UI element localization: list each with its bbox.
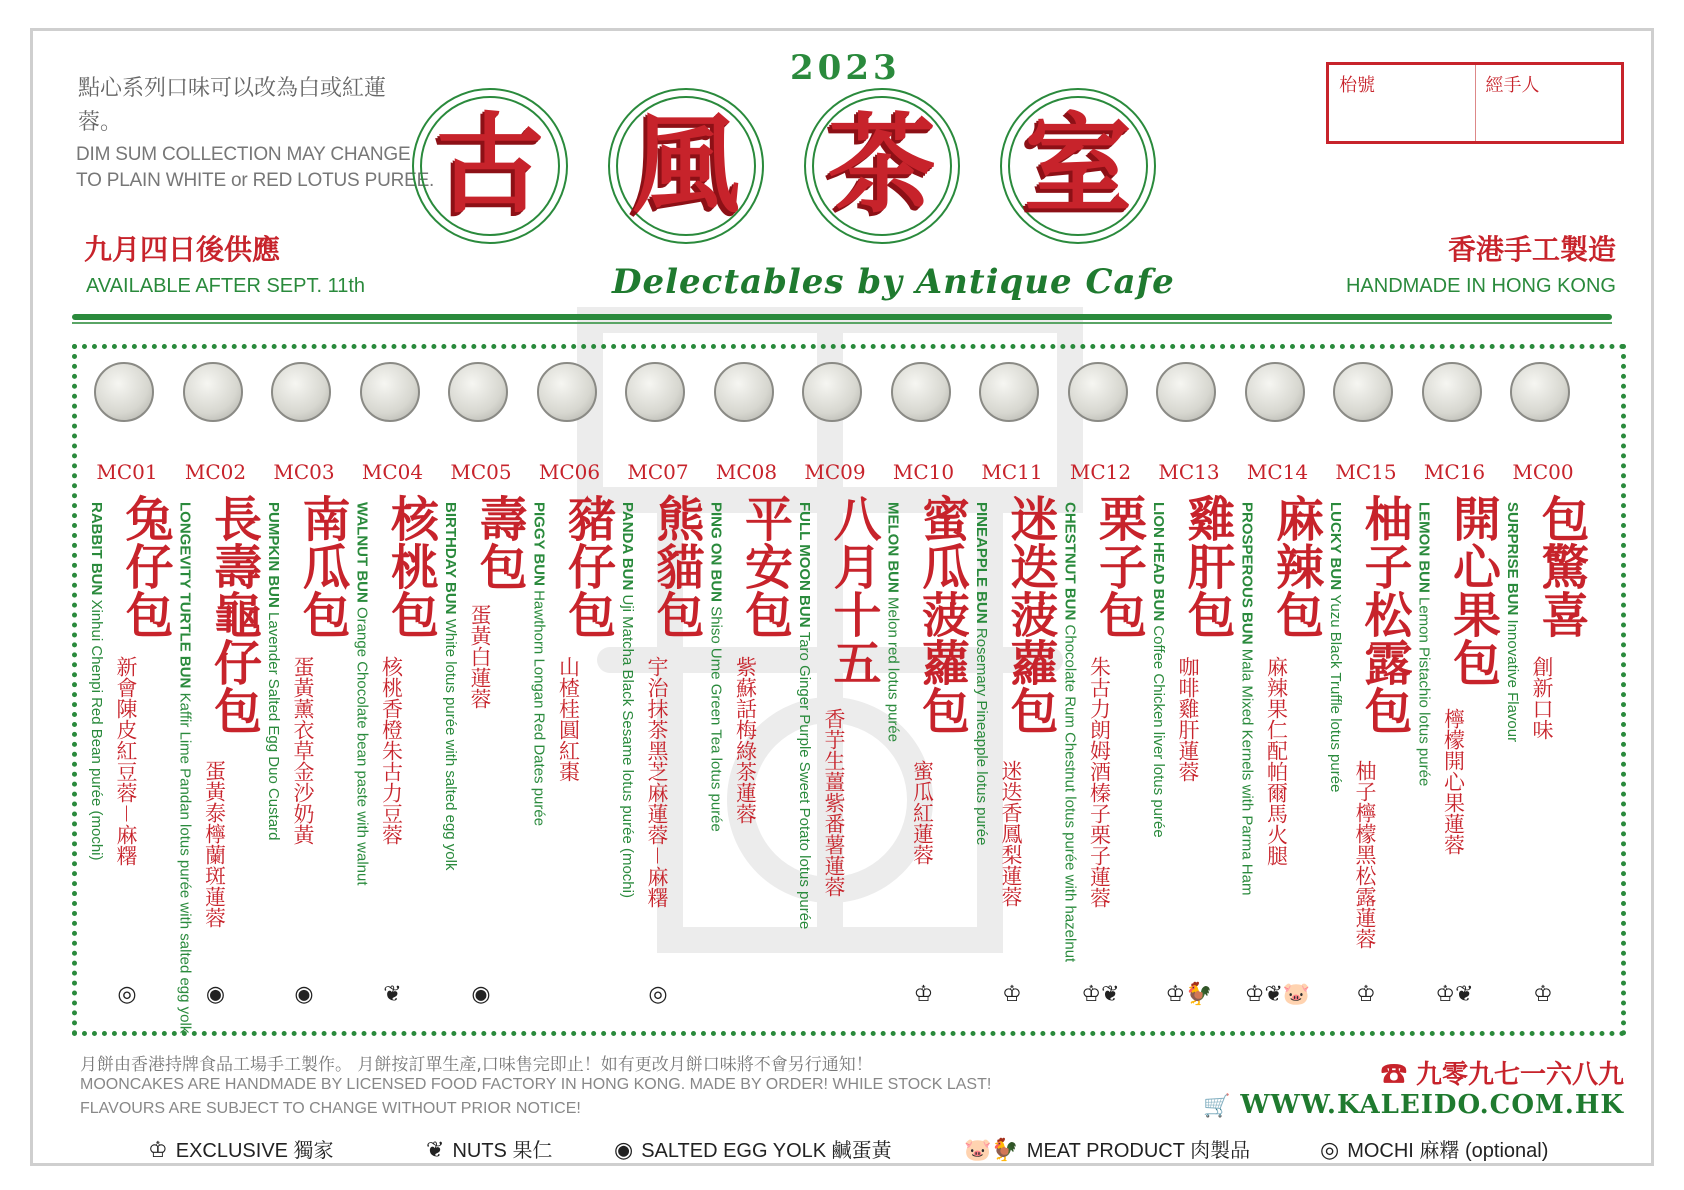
mochi-icon: ◎ (1320, 1137, 1340, 1162)
item-icons: ♔ (1002, 982, 1022, 1007)
legend-nuts (426, 1134, 552, 1163)
order-stamp-box (1326, 62, 1624, 144)
dim-sum-note-en (76, 142, 434, 194)
menu-item-mc15 (1321, 344, 1411, 1036)
bun-image (271, 362, 331, 422)
menu-item-mc01 (82, 344, 172, 1036)
item-english-name: LION HEAD BUN (1150, 502, 1167, 622)
item-chinese-name: 栗子包 (1090, 494, 1147, 638)
legend-exclusive (148, 1134, 334, 1163)
phone-number (1381, 1054, 1624, 1091)
item-code: MC13 (1158, 460, 1220, 484)
item-english-name: WALNUT BUN (353, 502, 371, 603)
item-english-desc: Rosemary Pineapple lotus purée (973, 627, 990, 846)
item-code: MC15 (1335, 460, 1397, 484)
item-english (1414, 502, 1434, 786)
item-english-desc: Xinhui Chenpi Red Bean purée (mochi) (88, 599, 105, 861)
item-english (883, 502, 903, 742)
handler-label: 經手人 (1485, 75, 1540, 96)
dim-sum-note-zh: 點心系列口味可以改為白或紅蓮蓉。 (78, 76, 387, 135)
item-code: MC01 (96, 460, 158, 484)
item-english-name: LEMON BUN (1415, 502, 1433, 593)
dim-sum-note-en-line2: TO PLAIN WHITE or RED LOTUS PUREE. (76, 170, 435, 191)
item-code: MC10 (892, 460, 955, 484)
bun-image (1245, 362, 1305, 422)
menu-item-mc12 (1056, 344, 1146, 1036)
legend-meat (964, 1134, 1250, 1163)
item-english-name: BIRTHDAY BUN (442, 502, 459, 615)
item-english (263, 502, 283, 841)
item-english (175, 502, 195, 1033)
menu-item-mc11 (967, 344, 1057, 1036)
legend-exclusive-label: EXCLUSIVE 獨家 (175, 1140, 334, 1162)
item-english (1502, 502, 1522, 742)
divider-line-thin (72, 322, 1612, 324)
item-code: MC05 (450, 460, 512, 484)
item-english (440, 502, 460, 871)
divider-line (72, 314, 1612, 320)
subtitle: Delectables by Antique Cafe (612, 262, 1175, 302)
item-code: MC00 (1512, 460, 1574, 484)
item-chinese-desc: 檸檬開心果蓮蓉 (1441, 708, 1466, 855)
item-icons: ◉ (471, 982, 491, 1007)
handmade-zh: 香港手工製造 (1447, 233, 1616, 266)
bun-image (1422, 362, 1482, 422)
item-english-name: PINEAPPLE BUN (973, 502, 990, 624)
item-icons: ♔🐓 (1165, 982, 1213, 1007)
item-english-name: SURPRISE BUN (1504, 502, 1521, 616)
item-chinese-desc: 蛋黃白蓮蓉 (468, 604, 492, 709)
item-chinese-desc: 蜜瓜紅蓮蓉 (910, 760, 935, 865)
year: 2023 (790, 48, 901, 88)
item-icons: ◉ (294, 982, 314, 1007)
menu-item-mc06 (525, 344, 615, 1036)
available-en: AVAILABLE AFTER SEPT. 11th (86, 275, 366, 297)
bun-image (802, 362, 862, 422)
item-chinese-name: 包驚喜 (1533, 494, 1589, 638)
item-chinese-name: 壽包 (471, 494, 527, 590)
item-chinese-name: 兔仔包 (117, 494, 173, 638)
website-text[interactable]: WWW.KALEIDO.COM.HK (1240, 1090, 1624, 1120)
footer-note-zh: 月餅由香港持牌食品工場手工製作。 月餅按訂單生產,口味售完即止！如有更改月餅口味將不會另行通知！ (80, 1055, 873, 1075)
item-english-name: PING ON BUN (707, 502, 725, 603)
table-number-label: 枱號 (1329, 65, 1476, 141)
title-char-4-circle (1000, 88, 1156, 244)
item-english (794, 502, 814, 929)
item-icons: ❦ (383, 982, 402, 1007)
legend-mochi-label: MOCHI 麻糬 (optional) (1347, 1140, 1549, 1162)
item-icons: ♔❦🐷 (1244, 982, 1311, 1007)
item-chinese-name: 柚子松露包 (1356, 494, 1412, 734)
phone-icon: ☎ (1380, 1060, 1416, 1090)
menu-item-mc14 (1233, 344, 1323, 1036)
title-char-2: 風 (631, 103, 740, 228)
peanut-icon: ❦ (426, 1137, 445, 1162)
item-chinese-name: 蜜瓜菠蘿包 (913, 494, 970, 734)
item-chinese-name: 雞肝包 (1179, 494, 1235, 638)
item-chinese-desc: 創新口味 (1530, 656, 1554, 740)
item-english-name: PANDA BUN (619, 502, 636, 591)
item-chinese-name: 長壽龜仔包 (205, 494, 262, 734)
item-english (1060, 502, 1080, 962)
item-chinese-name: 開心果包 (1444, 494, 1501, 686)
bun-image (537, 362, 597, 422)
menu-item-mc07 (613, 344, 703, 1036)
item-english-desc: Chocolate Rum Chestnut lotus purée with hazelnut (1061, 624, 1079, 963)
item-code: MC04 (361, 460, 424, 484)
item-english-desc: Melon red lotus purée (884, 597, 902, 743)
menu-item-mc08 (702, 344, 792, 1036)
item-chinese-desc: 麻辣果仁配帕爾馬火腿 (1264, 656, 1289, 866)
legend-egg-yolk-label: SALTED EGG YOLK 鹹蛋黃 (641, 1140, 892, 1162)
item-icons: ♔ (1533, 982, 1553, 1007)
bun-image (448, 362, 508, 422)
item-chinese-desc: 核桃香橙朱古力豆蓉 (379, 656, 404, 845)
menu-item-mc13 (1144, 344, 1234, 1036)
legend-nuts-label: NUTS 果仁 (452, 1140, 553, 1162)
legend-meat-label: MEAT PRODUCT 肉製品 (1026, 1140, 1251, 1162)
item-english-desc: Uji Matcha Black Sesame lotus purée (mochi) (619, 594, 636, 898)
item-icons: ♔❦ (1081, 982, 1120, 1007)
item-english (971, 502, 991, 845)
item-chinese-name: 核桃包 (382, 494, 439, 638)
item-chinese-desc: 柚子檸檬黑松露蓮蓉 (1353, 760, 1377, 949)
handmade-en: HANDMADE IN HONG KONG (1345, 275, 1616, 297)
bun-image (891, 362, 951, 422)
bun-image (979, 362, 1039, 422)
meat-icon: 🐷🐓 (964, 1137, 1019, 1162)
item-chinese-name: 南瓜包 (294, 494, 350, 638)
item-english-desc: Coffee Chicken liver lotus purée (1150, 625, 1167, 838)
item-english (1237, 502, 1257, 895)
bun-image (183, 362, 243, 422)
footer-note-en-2: FLAVOURS ARE SUBJECT TO CHANGE WITHOUT PRIOR NOTICE! (80, 1100, 581, 1117)
item-english (86, 502, 106, 860)
item-code: MC16 (1423, 460, 1486, 484)
item-chinese-desc: 紫蘇話梅綠茶蓮蓉 (733, 656, 758, 824)
item-english (617, 502, 637, 898)
item-chinese-desc: 宇治抹茶黑芝麻蓮蓉－麻糬 (645, 656, 669, 908)
bun-image (1510, 362, 1570, 422)
item-english-name: PIGGY BUN (530, 502, 548, 586)
egg-yolk-icon: ◉ (614, 1137, 634, 1162)
item-icons: ◎ (648, 982, 668, 1007)
menu-item-mc10 (879, 344, 969, 1036)
item-english-desc: Kaffir Lime Pandan lotus purée with salted egg yolk (176, 692, 194, 1034)
item-chinese-desc: 咖啡雞肝蓮蓉 (1176, 656, 1200, 782)
item-chinese-desc: 蛋黃薰衣草金沙奶黃 (291, 656, 315, 845)
bun-image (1156, 362, 1216, 422)
item-english (529, 502, 549, 826)
item-english-name: MELON BUN (884, 502, 902, 593)
item-chinese-desc: 朱古力朗姆酒榛子栗子蓮蓉 (1087, 656, 1112, 908)
menu-item-mc05 (436, 344, 526, 1036)
bun-image (714, 362, 774, 422)
item-icons: ◎ (117, 982, 137, 1007)
item-code: MC06 (538, 460, 601, 484)
bun-image (94, 362, 154, 422)
item-code: MC08 (715, 460, 778, 484)
footer-note-en-1: MOONCAKES ARE HANDMADE BY LICENSED FOOD FACTORY IN HONG KONG. MADE BY ORDER! WHILE STOCK LAST! (80, 1076, 992, 1093)
item-english-desc: Mala Mixed Kernels with Parma Ham (1238, 648, 1256, 896)
item-chinese-name: 迷迭菠蘿包 (1002, 494, 1058, 734)
item-icons: ♔❦ (1435, 982, 1474, 1007)
legend-egg-yolk (614, 1134, 892, 1163)
menu-item-mc16 (1410, 344, 1500, 1036)
item-chinese-name: 熊貓包 (648, 494, 704, 638)
item-english-name: CHESTNUT BUN (1061, 502, 1079, 621)
item-english (706, 502, 726, 832)
bun-image (360, 362, 420, 422)
item-chinese-name: 八月十五 (825, 494, 881, 686)
item-english-desc: White lotus purée with salted egg yolk (442, 618, 459, 871)
item-icons: ♔ (1356, 982, 1376, 1007)
title-char-3-circle (804, 88, 960, 244)
item-english-desc: Innovative Flavour (1504, 619, 1521, 743)
item-english-name: PROSPEROUS BUN (1238, 502, 1256, 645)
item-chinese-name: 豬仔包 (559, 494, 616, 638)
item-english-desc: Lavender Salted Egg Duo Custard (265, 612, 282, 841)
item-english-name: LUCKY BUN (1327, 502, 1344, 591)
item-english-name: PUMPKIN BUN (265, 502, 282, 608)
item-code: MC11 (981, 460, 1043, 484)
item-english-desc: Shiso Ume Green Tea lotus purée (707, 606, 725, 832)
item-chinese-name: 平安包 (736, 494, 793, 638)
item-english-name: RABBIT BUN (88, 502, 105, 596)
item-chinese-desc: 新會陳皮紅豆蓉－麻糬 (114, 656, 138, 866)
item-english-name: LONGEVITY TURTLE BUN (176, 502, 194, 689)
title-char-2-circle (608, 88, 764, 244)
crown-icon: ♔ (148, 1137, 168, 1162)
item-icons: ♔ (913, 982, 934, 1007)
menu-item-mc00 (1498, 344, 1588, 1036)
menu-item-mc04 (348, 344, 438, 1036)
item-english (352, 502, 372, 886)
bun-image (625, 362, 685, 422)
website[interactable] (1203, 1090, 1624, 1120)
available-zh: 九月四日後供應 (84, 233, 281, 266)
item-code: MC03 (273, 460, 335, 484)
item-english-name: FULL MOON BUN (796, 502, 813, 628)
title-char-3: 茶 (827, 103, 936, 228)
item-icons: ◉ (205, 982, 226, 1007)
item-english-desc: Lemon Pistachio lotus purée (1415, 597, 1433, 787)
title-char-1-circle (412, 88, 568, 244)
item-chinese-desc: 蛋黃泰檸蘭斑蓮蓉 (202, 760, 227, 928)
bun-image (1333, 362, 1393, 422)
cart-icon: 🛒 (1203, 1093, 1241, 1119)
title-char-4: 室 (1023, 103, 1132, 228)
item-code: MC14 (1246, 460, 1309, 484)
item-english (1325, 502, 1345, 792)
item-chinese-name: 麻辣包 (1267, 494, 1324, 638)
item-english-desc: Yuzu Black Truffle lotus purée (1327, 594, 1344, 793)
menu-item-mc02 (171, 344, 261, 1036)
item-english-desc: Orange Chocolate bean paste with walnut (353, 607, 371, 886)
item-code: MC02 (184, 460, 247, 484)
title-char-1: 古 (435, 103, 544, 228)
legend-mochi (1320, 1134, 1548, 1163)
item-chinese-desc: 迷迭香鳳梨蓮蓉 (999, 760, 1023, 907)
item-chinese-desc: 香芋生薑紫番薯蓮蓉 (822, 708, 846, 897)
item-code: MC09 (804, 460, 866, 484)
menu-item-mc09 (790, 344, 880, 1036)
item-chinese-desc: 山楂桂圓紅棗 (556, 656, 581, 782)
bun-image (1068, 362, 1128, 422)
item-english (1148, 502, 1168, 838)
item-code: MC12 (1069, 460, 1132, 484)
item-code: MC07 (627, 460, 689, 484)
menu-item-mc03 (259, 344, 349, 1036)
item-english-desc: Hawthorn Longan Red Dates purée (530, 590, 548, 827)
dim-sum-note-en-line1: DIM SUM COLLECTION MAY CHANGE (76, 144, 411, 165)
phone-text: 九零九七一六八九 (1415, 1060, 1624, 1090)
item-english-desc: Taro Ginger Purple Sweet Potato lotus purée (796, 631, 813, 930)
